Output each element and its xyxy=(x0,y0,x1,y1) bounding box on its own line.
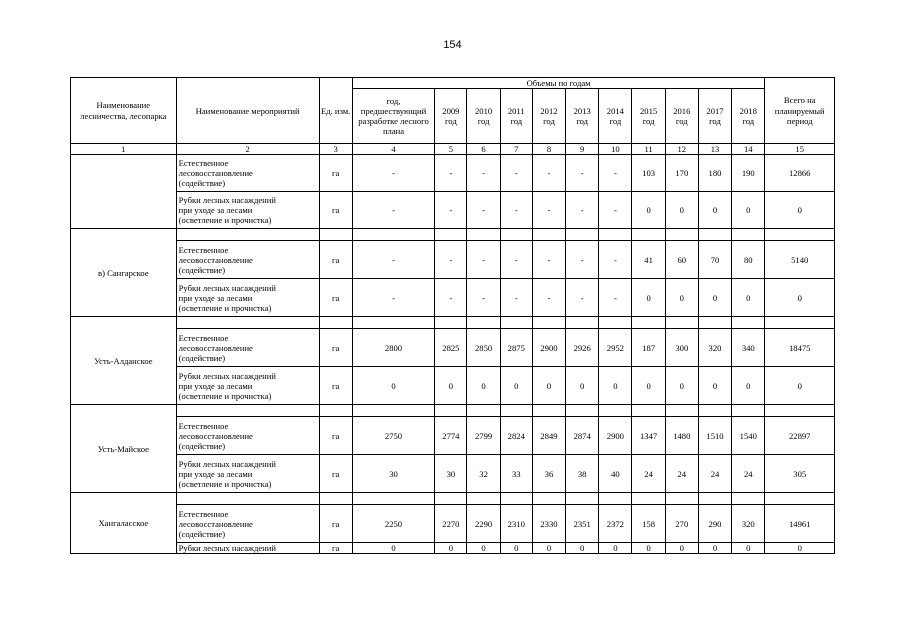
value-cell: 24 xyxy=(632,455,665,493)
forest-activities-table xyxy=(70,77,835,554)
table-row xyxy=(71,241,835,279)
value-cell: 2900 xyxy=(599,417,632,455)
activity-line: лесовосстановление xyxy=(178,254,253,265)
activity-name xyxy=(176,367,319,405)
value-cell: - xyxy=(352,279,435,317)
value-cell: 0 xyxy=(566,367,599,405)
value-cell: 0 xyxy=(698,367,731,405)
value-cell: - xyxy=(566,279,599,317)
activity-line: лесовосстановление xyxy=(178,430,253,441)
header-activity: Наименование мероприятий xyxy=(176,78,319,144)
unit-cell: га xyxy=(319,505,352,543)
empty-cell xyxy=(176,493,319,505)
empty-cell xyxy=(566,405,599,417)
value-cell: 0 xyxy=(665,279,698,317)
value-cell: 2310 xyxy=(500,505,532,543)
empty-cell xyxy=(176,405,319,417)
value-cell: 2250 xyxy=(352,505,435,543)
activity-line: Рубки лесных насаждений xyxy=(178,543,276,554)
value-cell: 2849 xyxy=(532,417,565,455)
empty-cell xyxy=(467,493,500,505)
activity-name xyxy=(176,329,319,367)
unit-cell: га xyxy=(319,155,352,192)
unit-cell: га xyxy=(319,455,352,493)
empty-cell xyxy=(467,405,500,417)
unit-cell: га xyxy=(319,329,352,367)
total-cell: 22897 xyxy=(765,417,835,455)
column-number: 9 xyxy=(566,144,599,155)
table-row xyxy=(71,455,835,493)
value-cell: - xyxy=(435,155,467,192)
value-cell: 0 xyxy=(467,367,500,405)
value-cell: 24 xyxy=(665,455,698,493)
empty-cell xyxy=(467,229,500,241)
value-cell: 1347 xyxy=(632,417,665,455)
header-prev-year: год, предшествующий разработке лесного плана xyxy=(352,89,435,144)
value-cell: 0 xyxy=(665,192,698,229)
value-cell: - xyxy=(599,279,632,317)
value-cell: 24 xyxy=(698,455,731,493)
activity-line: Рубки лесных насаждений xyxy=(178,195,276,206)
page-number: 154 xyxy=(443,39,462,51)
activity-name xyxy=(176,543,319,554)
forestry-name: Усть-Майское xyxy=(71,405,177,493)
header-forestry: Наименование лесничества, лесопарка xyxy=(71,78,177,144)
empty-cell xyxy=(566,493,599,505)
empty-cell xyxy=(632,493,665,505)
table-row xyxy=(71,329,835,367)
empty-cell xyxy=(765,405,835,417)
group-spacer-row xyxy=(71,317,835,329)
column-number: 15 xyxy=(765,144,835,155)
empty-cell xyxy=(352,317,435,329)
empty-cell xyxy=(319,405,352,417)
value-cell: - xyxy=(435,241,467,279)
empty-cell xyxy=(698,317,731,329)
activity-name xyxy=(176,455,319,493)
header-year: 2015 год xyxy=(632,89,665,144)
value-cell: 0 xyxy=(352,543,435,554)
empty-cell xyxy=(435,229,467,241)
activity-name xyxy=(176,279,319,317)
activity-name xyxy=(176,155,319,192)
column-number: 1 xyxy=(71,144,177,155)
total-cell: 0 xyxy=(765,367,835,405)
empty-cell xyxy=(599,229,632,241)
value-cell: 2850 xyxy=(467,329,500,367)
empty-cell xyxy=(698,229,731,241)
activity-line: лесовосстановление xyxy=(178,342,253,353)
total-cell: 305 xyxy=(765,455,835,493)
column-number: 7 xyxy=(500,144,532,155)
value-cell: 0 xyxy=(599,367,632,405)
header-year: 2016 год xyxy=(665,89,698,144)
value-cell: 0 xyxy=(732,279,765,317)
column-number: 2 xyxy=(176,144,319,155)
value-cell: - xyxy=(599,241,632,279)
group-spacer-row xyxy=(71,229,835,241)
value-cell: 0 xyxy=(500,543,532,554)
value-cell: 0 xyxy=(532,367,565,405)
activity-name xyxy=(176,417,319,455)
value-cell: 24 xyxy=(732,455,765,493)
empty-cell xyxy=(500,317,532,329)
empty-cell xyxy=(765,493,835,505)
empty-cell xyxy=(532,229,565,241)
empty-cell xyxy=(566,317,599,329)
table-row xyxy=(71,505,835,543)
empty-cell xyxy=(632,405,665,417)
activity-line: Естественное xyxy=(178,420,229,431)
empty-cell xyxy=(732,405,765,417)
empty-cell xyxy=(732,317,765,329)
value-cell: 320 xyxy=(698,329,731,367)
value-cell: 2774 xyxy=(435,417,467,455)
value-cell: 30 xyxy=(435,455,467,493)
value-cell: 2900 xyxy=(532,329,565,367)
column-number: 8 xyxy=(532,144,565,155)
activity-line: (содействие) xyxy=(178,440,226,451)
value-cell: 1510 xyxy=(698,417,731,455)
empty-cell xyxy=(566,229,599,241)
column-number: 10 xyxy=(599,144,632,155)
activity-line: (осветление и прочистка) xyxy=(178,302,272,313)
empty-cell xyxy=(765,317,835,329)
forestry-name: Усть-Алданское xyxy=(71,317,177,405)
value-cell: - xyxy=(467,279,500,317)
table-row xyxy=(71,155,835,192)
unit-cell: га xyxy=(319,367,352,405)
column-number: 11 xyxy=(632,144,665,155)
value-cell: 0 xyxy=(632,279,665,317)
value-cell: 290 xyxy=(698,505,731,543)
empty-cell xyxy=(765,229,835,241)
column-number: 6 xyxy=(467,144,500,155)
table-row xyxy=(71,192,835,229)
value-cell: 0 xyxy=(665,543,698,554)
value-cell: 0 xyxy=(532,543,565,554)
column-number: 4 xyxy=(352,144,435,155)
header-year: 2010 год xyxy=(467,89,500,144)
activity-line: (осветление и прочистка) xyxy=(178,215,272,226)
value-cell: 0 xyxy=(435,543,467,554)
value-cell: - xyxy=(500,155,532,192)
empty-cell xyxy=(467,317,500,329)
value-cell: - xyxy=(352,241,435,279)
activity-line: Естественное xyxy=(178,158,229,169)
value-cell: 0 xyxy=(467,543,500,554)
value-cell: 2875 xyxy=(500,329,532,367)
value-cell: 0 xyxy=(732,367,765,405)
activity-line: Естественное xyxy=(178,244,229,255)
activity-line: при уходе за лесами xyxy=(178,205,253,216)
value-cell: 41 xyxy=(632,241,665,279)
value-cell: 0 xyxy=(632,367,665,405)
value-cell: - xyxy=(467,241,500,279)
activity-line: Рубки лесных насаждений xyxy=(178,370,276,381)
column-number: 14 xyxy=(732,144,765,155)
activity-line: при уходе за лесами xyxy=(178,292,253,303)
empty-cell xyxy=(435,493,467,505)
value-cell: - xyxy=(566,192,599,229)
column-number: 13 xyxy=(698,144,731,155)
header-year: 2012 год xyxy=(532,89,565,144)
value-cell: 60 xyxy=(665,241,698,279)
empty-cell xyxy=(698,493,731,505)
empty-cell xyxy=(698,405,731,417)
column-number: 5 xyxy=(435,144,467,155)
activity-line: (осветление и прочистка) xyxy=(178,390,272,401)
value-cell: 0 xyxy=(698,543,731,554)
value-cell: 0 xyxy=(500,367,532,405)
value-cell: 0 xyxy=(732,543,765,554)
header-total: Всего на планируемый период xyxy=(765,78,835,144)
value-cell: - xyxy=(467,155,500,192)
activity-line: (содействие) xyxy=(178,528,226,539)
value-cell: 103 xyxy=(632,155,665,192)
value-cell: 2926 xyxy=(566,329,599,367)
value-cell: 180 xyxy=(698,155,731,192)
value-cell: 2952 xyxy=(599,329,632,367)
empty-cell xyxy=(732,229,765,241)
value-cell: 340 xyxy=(732,329,765,367)
value-cell: 0 xyxy=(732,192,765,229)
value-cell: 2874 xyxy=(566,417,599,455)
value-cell: 0 xyxy=(599,543,632,554)
empty-cell xyxy=(732,493,765,505)
value-cell: 0 xyxy=(566,543,599,554)
value-cell: 0 xyxy=(665,367,698,405)
value-cell: - xyxy=(532,192,565,229)
header-year: 2009 год xyxy=(435,89,467,144)
column-number: 12 xyxy=(665,144,698,155)
forestry-name: Хангаласское xyxy=(71,493,177,554)
value-cell: 0 xyxy=(698,279,731,317)
value-cell: 2290 xyxy=(467,505,500,543)
empty-cell xyxy=(665,405,698,417)
total-cell: 18475 xyxy=(765,329,835,367)
table-row xyxy=(71,417,835,455)
value-cell: 1540 xyxy=(732,417,765,455)
value-cell: - xyxy=(352,155,435,192)
total-cell: 12866 xyxy=(765,155,835,192)
value-cell: 270 xyxy=(665,505,698,543)
empty-cell xyxy=(665,229,698,241)
empty-cell xyxy=(176,229,319,241)
value-cell: - xyxy=(599,192,632,229)
table-row xyxy=(71,543,835,554)
value-cell: - xyxy=(532,279,565,317)
value-cell: 2799 xyxy=(467,417,500,455)
value-cell: 0 xyxy=(352,367,435,405)
total-cell: 14961 xyxy=(765,505,835,543)
empty-cell xyxy=(532,493,565,505)
total-cell: 0 xyxy=(765,279,835,317)
value-cell: - xyxy=(566,241,599,279)
value-cell: 2800 xyxy=(352,329,435,367)
value-cell: - xyxy=(532,241,565,279)
value-cell: 30 xyxy=(352,455,435,493)
value-cell: - xyxy=(500,241,532,279)
empty-cell xyxy=(319,493,352,505)
value-cell: 80 xyxy=(732,241,765,279)
value-cell: - xyxy=(599,155,632,192)
value-cell: 2750 xyxy=(352,417,435,455)
group-spacer-row xyxy=(71,405,835,417)
activity-name xyxy=(176,505,319,543)
value-cell: 38 xyxy=(566,455,599,493)
value-cell: 158 xyxy=(632,505,665,543)
empty-cell xyxy=(319,317,352,329)
group-spacer-row xyxy=(71,493,835,505)
empty-cell xyxy=(532,405,565,417)
unit-cell: га xyxy=(319,279,352,317)
value-cell: 40 xyxy=(599,455,632,493)
activity-line: лесовосстановление xyxy=(178,518,253,529)
unit-cell: га xyxy=(319,241,352,279)
value-cell: 2330 xyxy=(532,505,565,543)
total-cell: 5140 xyxy=(765,241,835,279)
value-cell: 0 xyxy=(632,543,665,554)
empty-cell xyxy=(599,317,632,329)
value-cell: 32 xyxy=(467,455,500,493)
activity-line: Рубки лесных насаждений xyxy=(178,458,276,469)
empty-cell xyxy=(319,229,352,241)
value-cell: 36 xyxy=(532,455,565,493)
activity-line: (содействие) xyxy=(178,352,226,363)
value-cell: 2825 xyxy=(435,329,467,367)
activity-name xyxy=(176,192,319,229)
value-cell: 187 xyxy=(632,329,665,367)
value-cell: 190 xyxy=(732,155,765,192)
value-cell: 2824 xyxy=(500,417,532,455)
value-cell: 0 xyxy=(435,367,467,405)
unit-cell: га xyxy=(319,417,352,455)
empty-cell xyxy=(500,405,532,417)
empty-cell xyxy=(632,229,665,241)
activity-line: (осветление и прочистка) xyxy=(178,478,272,489)
activity-line: при уходе за лесами xyxy=(178,468,253,479)
table-row xyxy=(71,279,835,317)
empty-cell xyxy=(599,405,632,417)
value-cell: - xyxy=(435,192,467,229)
empty-cell xyxy=(665,493,698,505)
value-cell: 2372 xyxy=(599,505,632,543)
value-cell: 320 xyxy=(732,505,765,543)
activity-line: (содействие) xyxy=(178,264,226,275)
header-volumes: Объемы по годам xyxy=(352,78,765,89)
empty-cell xyxy=(532,317,565,329)
value-cell: - xyxy=(566,155,599,192)
empty-cell xyxy=(352,229,435,241)
column-number: 3 xyxy=(319,144,352,155)
empty-cell xyxy=(500,493,532,505)
value-cell: - xyxy=(532,155,565,192)
value-cell: 33 xyxy=(500,455,532,493)
value-cell: - xyxy=(352,192,435,229)
header-year: 2011 год xyxy=(500,89,532,144)
activity-name xyxy=(176,241,319,279)
activity-line: Естественное xyxy=(178,508,229,519)
total-cell: 0 xyxy=(765,192,835,229)
value-cell: 2351 xyxy=(566,505,599,543)
activity-line: (содействие) xyxy=(178,178,226,189)
activity-line: лесовосстановление xyxy=(178,168,253,179)
activity-line: Естественное xyxy=(178,332,229,343)
value-cell: 1480 xyxy=(665,417,698,455)
forestry-name: в) Сангарское xyxy=(71,229,177,317)
empty-cell xyxy=(599,493,632,505)
empty-cell xyxy=(176,317,319,329)
value-cell: 0 xyxy=(698,192,731,229)
empty-cell xyxy=(500,229,532,241)
unit-cell: га xyxy=(319,192,352,229)
value-cell: - xyxy=(500,192,532,229)
empty-cell xyxy=(665,317,698,329)
forestry-name xyxy=(71,155,177,229)
value-cell: 70 xyxy=(698,241,731,279)
header-unit: Ед. изм. xyxy=(319,78,352,144)
value-cell: 170 xyxy=(665,155,698,192)
total-cell: 0 xyxy=(765,543,835,554)
value-cell: 2270 xyxy=(435,505,467,543)
header-year: 2014 год xyxy=(599,89,632,144)
empty-cell xyxy=(352,405,435,417)
empty-cell xyxy=(435,405,467,417)
activity-line: при уходе за лесами xyxy=(178,380,253,391)
unit-cell: га xyxy=(319,543,352,554)
header-year: 2013 год xyxy=(566,89,599,144)
table-row xyxy=(71,367,835,405)
value-cell: - xyxy=(500,279,532,317)
header-year: 2018 год xyxy=(732,89,765,144)
value-cell: - xyxy=(435,279,467,317)
value-cell: - xyxy=(467,192,500,229)
header-year: 2017 год xyxy=(698,89,731,144)
activity-line: Рубки лесных насаждений xyxy=(178,282,276,293)
empty-cell xyxy=(632,317,665,329)
value-cell: 300 xyxy=(665,329,698,367)
empty-cell xyxy=(352,493,435,505)
value-cell: 0 xyxy=(632,192,665,229)
empty-cell xyxy=(435,317,467,329)
